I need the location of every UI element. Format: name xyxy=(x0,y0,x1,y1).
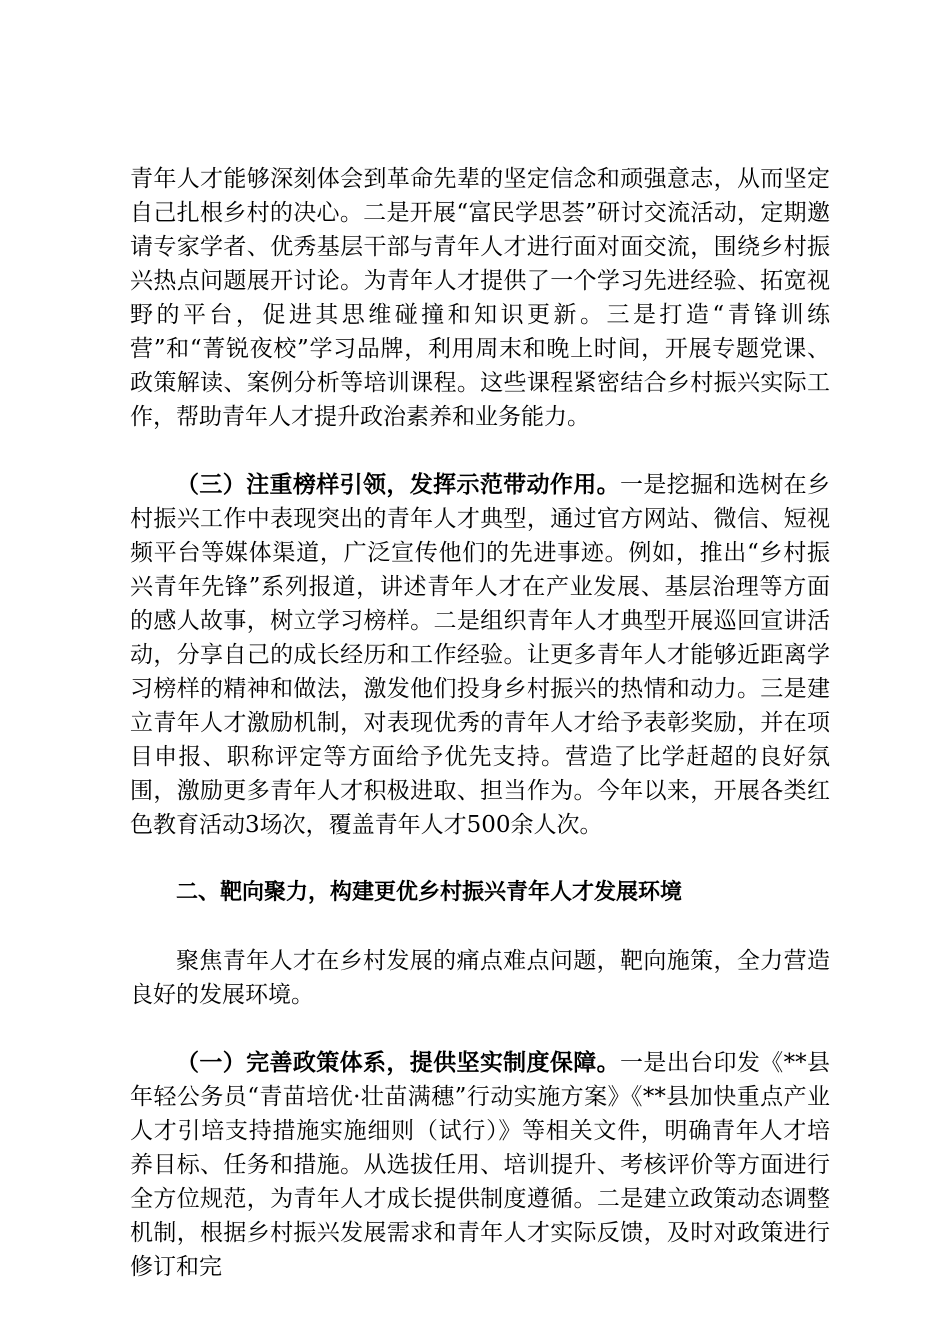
subsection-heading-policy: （一）完善政策体系，提供坚实制度保障。 xyxy=(176,1049,621,1076)
paragraph-role-models xyxy=(130,468,830,842)
paragraph-text: 聚焦青年人才在乡村发展的痛点难点问题，靶向施策，全力营造良好的发展环境。 xyxy=(130,948,830,1008)
document-page xyxy=(130,162,830,1318)
paragraph-policy-system xyxy=(130,1046,830,1284)
paragraph-continuation xyxy=(130,162,830,434)
section-heading-environment: 二、靶向聚力，构建更优乡村振兴青年人才发展环境 xyxy=(176,880,683,905)
paragraph-text: 一是出台印发《**县年轻公务员“青苗培优·壮苗满穗”行动实施方案》《**县加快重点产业人才引培支持措施实施细则（试行）》等相关文件，明确青年人才培养目标、任务和措施。从选拔任用、培训提升、考核评价等方面进行全方位规范，为青年人才成长提供制度遵循。二是建立政策动态调整机制，根据乡村振兴发展需求和青年人才实际反馈，及时对政策进行修订和完 xyxy=(130,1050,831,1280)
paragraph-text: 青年人才能够深刻体会到革命先辈的坚定信念和顽强意志，从而坚定自己扎根乡村的决心。二是开展“富民学思荟”研讨交流活动，定期邀请专家学者、优秀基层干部与青年人才进行面对面交流，围绕乡村振兴热点问题展开讨论。为青年人才提供了一个学习先进经验、拓宽视野的平台，促进其思维碰撞和知识更新。三是打造“青锋训练营”和“菁锐夜校”学习品牌，利用周末和晚上时间，开展专题党课、政策解读、案例分析等培训课程。这些课程紧密结合乡村振兴实际工作，帮助青年人才提升政治素养和业务能力。 xyxy=(130,166,830,430)
subsection-heading-role-models: （三）注重榜样引领，发挥示范带动作用。 xyxy=(176,471,621,498)
paragraph-text: 一是挖掘和选树在乡村振兴工作中表现突出的青年人才典型，通过官方网站、微信、短视频平台等媒体渠道，广泛宣传他们的先进事迹。例如，推出“乡村振兴青年先锋”系列报道，讲述青年人才在产业发展、基层治理等方面的感人故事，树立学习榜样。二是组织青年人才典型开展巡回宣讲活动，分享自己的成长经历和工作经验。让更多青年人才能够近距离学习榜样的精神和做法，激发他们投身乡村振兴的热情和动力。三是建立青年人才激励机制，对表现优秀的青年人才给予表彰奖励，并在项目申报、职称评定等方面给予优先支持。营造了比学赶超的良好氛围，激励更多青年人才积极进取、担当作为。今年以来，开展各类红色教育活动3场次，覆盖青年人才500余人次。 xyxy=(130,472,831,838)
paragraph-environment-intro xyxy=(130,944,830,1012)
